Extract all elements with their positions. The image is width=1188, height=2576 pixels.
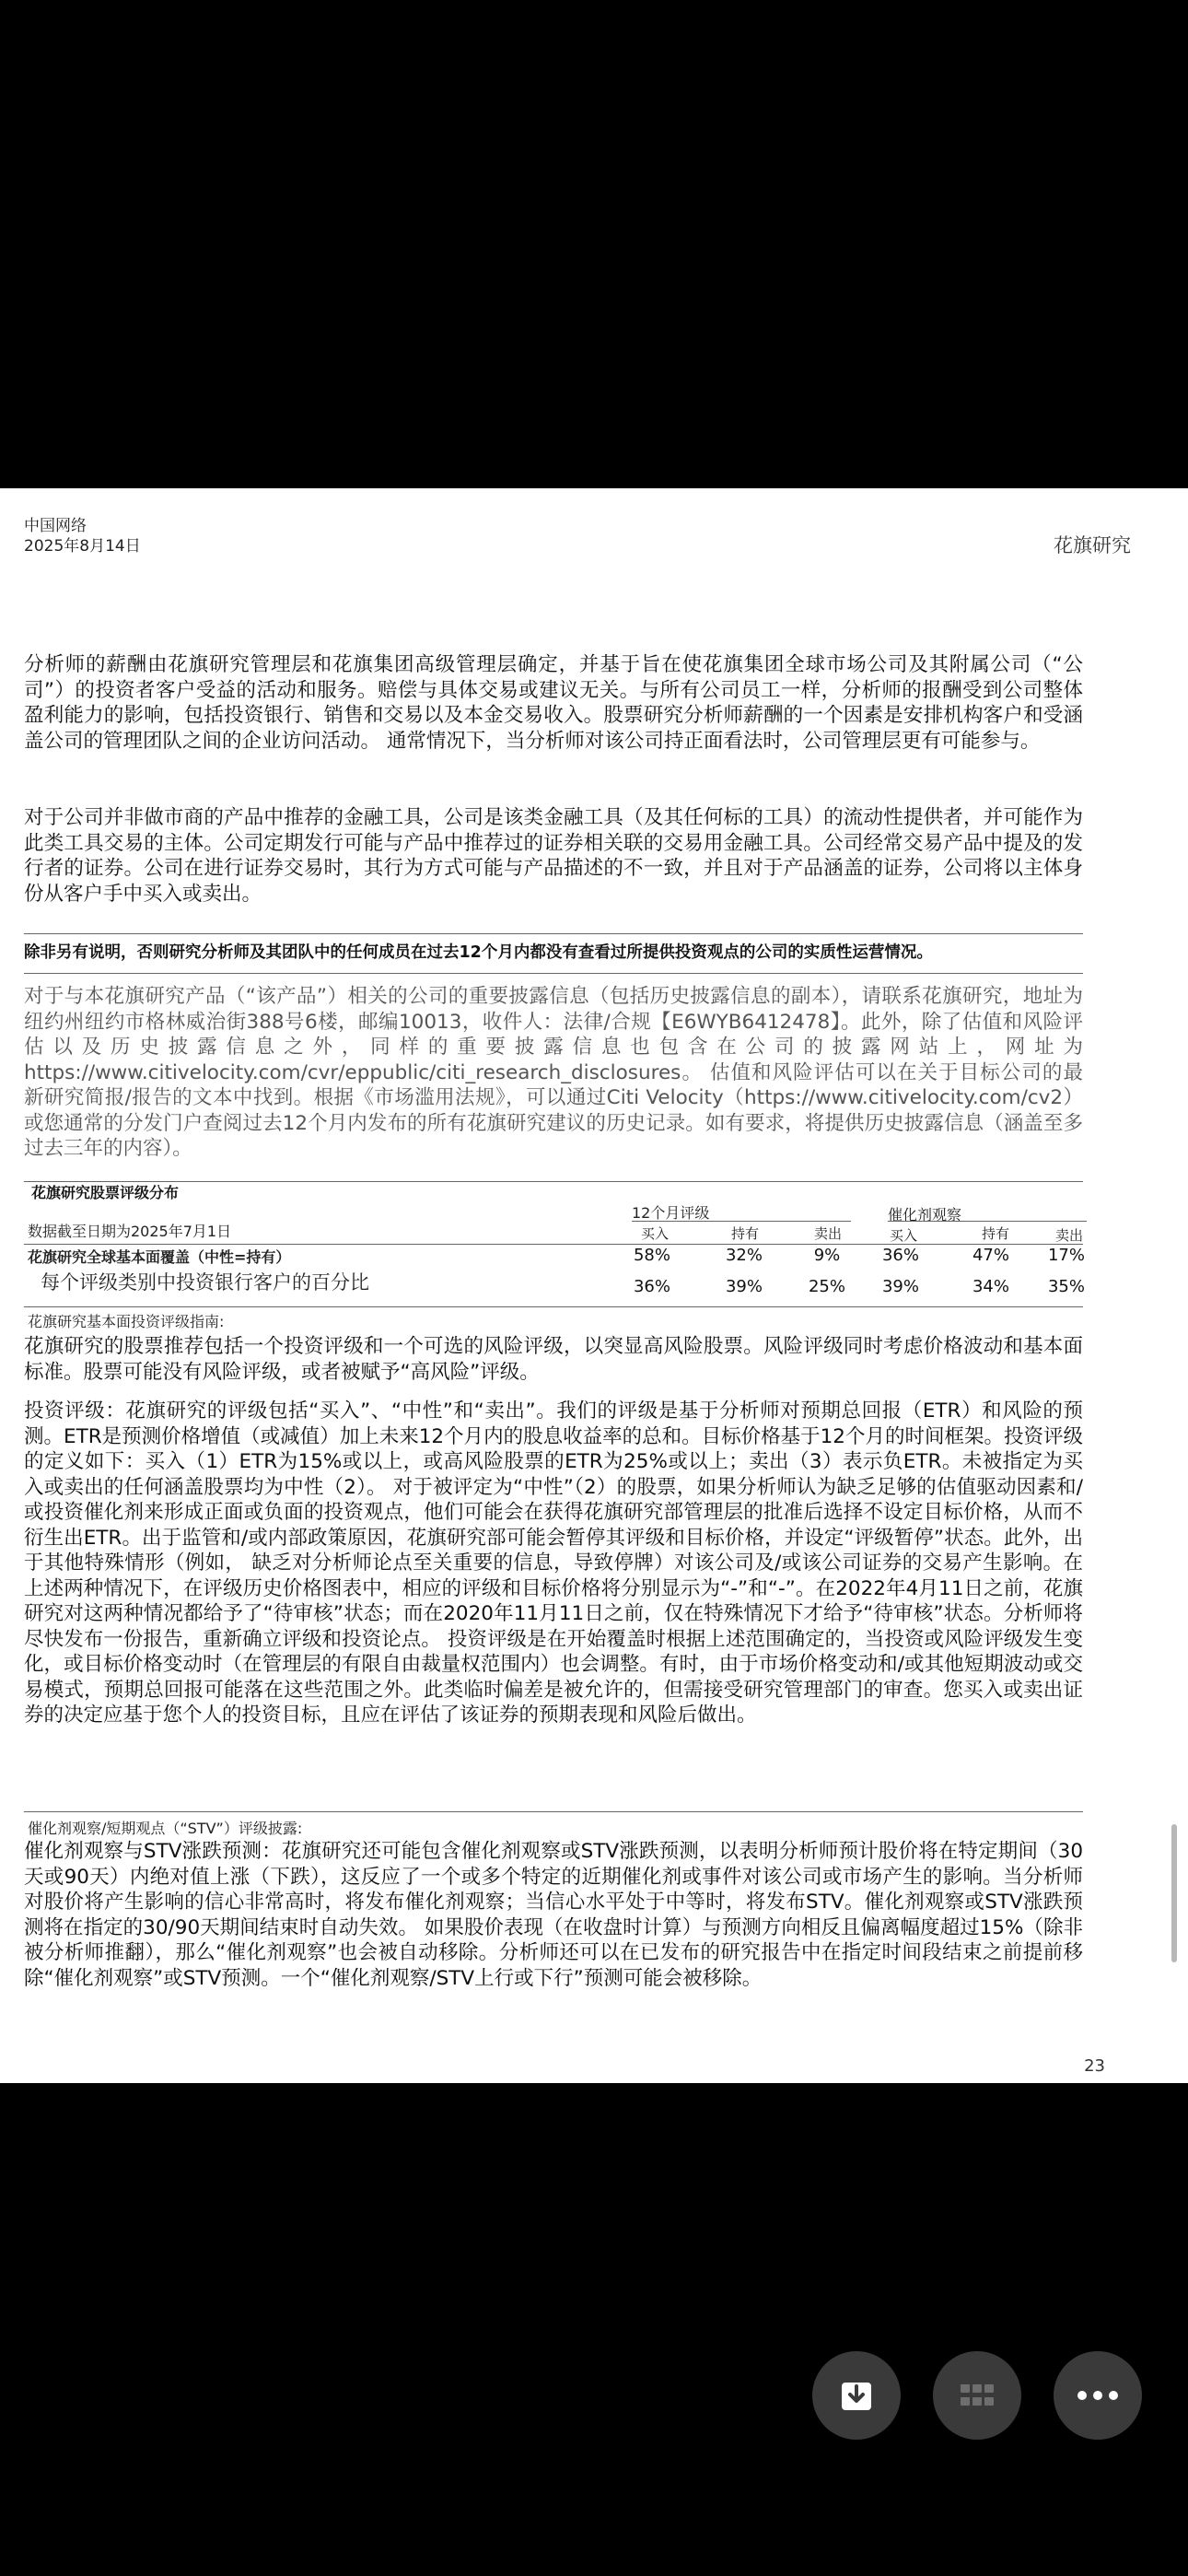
- table-group-12m: 12个月评级: [632, 1204, 710, 1222]
- table-cell: 34%: [972, 1277, 1009, 1296]
- divider: [24, 933, 1083, 934]
- table-cell: 36%: [633, 1277, 670, 1296]
- header-left: [24, 516, 141, 556]
- divider: [24, 1811, 1083, 1812]
- table-cell: 58%: [633, 1246, 670, 1265]
- table-header: 买入: [890, 1227, 918, 1244]
- section-title-stv: 催化剂观察/短期观点（“STV”）评级披露:: [28, 1820, 303, 1837]
- divider: [24, 1244, 1083, 1245]
- divider: [24, 973, 1083, 974]
- divider: [24, 1181, 1083, 1182]
- paragraph-site-visits: 除非另有说明，否则研究分析师及其团队中的任何成员在过去12个月内都没有查看过所提供投资观点的公司的实质性运营情况。: [24, 943, 933, 962]
- more-button[interactable]: [1054, 2351, 1142, 2440]
- more-icon: [1075, 2386, 1121, 2405]
- table-header: 卖出: [814, 1225, 843, 1242]
- table-header: 买入: [641, 1225, 670, 1242]
- paragraph-investment-rating: 投资评级：花旗研究的评级包括“买入”、“中性”和“卖出”。我们的评级是基于分析师对预期总回报（ETR）和风险的预测。ETR是预测价格增值（或减值）加上未来12个月内的股息收益率的总和。目标价格基于12个月的时间框架。投资评级的定义如下：买入（1）ETR为15%或以上，或高风险股票的ETR为25%或以上；卖出（3）表示负ETR。未被指定为买入或卖出的任何涵盖股票均为中性（2）。 对于被评定为“中性”（2）的股票，如果分析师认为缺乏足够的估值驱动因素和/或投资催化剂来形成正面或负面的投资观点，他们可能会在获得花旗研究部管理层的批准后选择不设定目标价格，从而不衍生出ETR。出于监管和/或内部政策原因，花旗研究部可能会暂停其评级和目标价格，并设定“评级暂停”状态。此外，出于其他特殊情形（例如， 缺乏对分析师论点至关重要的信息，导致停牌）对该公司及/或该公司证券的交易产生影响。在上述两种情况下，在评级历史价格图表中，相应的评级和目标价格将分别显示为“-”和“-”。在2022年4月11日之前，花旗研究对这两种情况都给予了“待审核”状态；而在2020年11月11日之前，仅在特殊情况下才给予“待审核”状态。分析师将尽快发布一份报告，重新确立评级和投资论点。 投资评级是在开始覆盖时根据上述范围确定的，当投资或风险评级发生变化，或目标价格变动时（在管理层的有限自由裁量权范围内）也会调整。有时，由于市场价格变动和/或其他短期波动或交易模式，预期总回报可能落在这些范围之外。此类临时偏差是被允许的，但需接受研究管理部门的审查。您买入或卖出证券的决定应基于您个人的投资目标，且应在评估了该证券的预期表现和风险后做出。: [24, 1399, 1083, 1727]
- table-cell: 39%: [881, 1277, 919, 1296]
- page-number: 23: [1084, 2056, 1105, 2076]
- header-region: 中国网络: [24, 517, 87, 535]
- table-header: 持有: [982, 1225, 1010, 1242]
- table-cell: 25%: [808, 1277, 845, 1296]
- grid-icon: [957, 2375, 997, 2416]
- download-icon: [836, 2375, 877, 2416]
- table-cell: 47%: [972, 1246, 1009, 1265]
- document-page: [0, 488, 1188, 2083]
- divider: [888, 1221, 1087, 1222]
- table-group-catalyst: 催化剂观察: [888, 1206, 962, 1224]
- header-brand: 花旗研究: [1054, 534, 1131, 556]
- download-button[interactable]: [812, 2351, 901, 2440]
- table-cell: 17%: [1047, 1246, 1085, 1265]
- paragraph-catalyst-watch: 催化剂观察与STV涨跌预测：花旗研究还可能包含催化剂观察或STV涨跌预测，以表明分析师预计股价将在特定期间（30天或90天）内绝对值上涨（下跌），这反应了一个或多个特定的近期催化剂或事件对该公司或市场产生的影响。当分析师对股价将产生影响的信心非常高时，将发布催化剂观察；当信心水平处于中等时，将发布STV。催化剂观察或STV涨跌预测将在指定的30/90天期间结束时自动失效。 如果股价表现（在收盘时计算）与预测方向相反且偏离幅度超过15%（除非被分析师推翻），那么“催化剂观察”也会被自动移除。分析师还可以在已发布的研究报告中在指定时间段结束之前提前移除“催化剂观察”或STV预测。一个“催化剂观察/STV上行或下行”预测可能会被移除。: [24, 1840, 1083, 1990]
- paragraph-compensation: 分析师的薪酬由花旗研究管理层和花旗集团高级管理层确定，并基于旨在使花旗集团全球市场公司及其附属公司（“公司”）的投资者客户受益的活动和服务。赔偿与具体交易或建议无关。与所有公司员工一样，分析师的报酬受到公司整体盈利能力的影响，包括投资银行、销售和交易以及本金交易收入。股票研究分析师薪酬的一个因素是安排机构客户和受涵盖公司的管理团队之间的企业访问活动。 通常情况下，当分析师对该公司持正面看法时，公司管理层更有可能参与。: [24, 653, 1083, 753]
- table-row-label: 花旗研究全球基本面覆盖（中性=持有）: [28, 1248, 291, 1266]
- grid-button[interactable]: [933, 2351, 1021, 2440]
- paragraph-disclosures: 对于与本花旗研究产品（“该产品”）相关的公司的重要披露信息（包括历史披露信息的副本），请联系花旗研究，地址为纽约州纽约市格林威治街388号6楼，邮编10013，收件人：法律/合规【E6WYB6412478】。此外，除了估值和风险评估以及历史披露信息之外，同样的重要披露信息也包含在公司的披露网站上，网址为https://www.citivelocity.com/cvr/eppublic/citi_research_disclosures。 估值和风险评估可以在关于目标公司的最新研究简报/报告的文本中找到。根据《市场滥用法规》，可以通过Citi Velocity（https://www.citivelocity.com/cv2）或您通常的分发门户查阅过去12个月内发布的所有花旗研究建议的历史记录。如有要求，将提供历史披露信息（涵盖至多过去三年的内容）。: [24, 985, 1083, 1160]
- table-header: 持有: [731, 1225, 760, 1242]
- paragraph-liquidity: 对于公司并非做市商的产品中推荐的金融工具，公司是该类金融工具（及其任何标的工具）的流动性提供者，并可能作为此类工具交易的主体。公司定期发行可能与产品中推荐过的证券相关联的交易用金融工具。公司经常交易产品中提及的发行者的证券。公司在进行证券交易时，其行为方式可能与产品描述的不一致，并且对于产品涵盖的证券，公司将以主体身份从客户手中买入或卖出。: [24, 806, 1083, 906]
- table-cell: 39%: [725, 1277, 763, 1296]
- header-date: 2025年8月14日: [24, 537, 141, 556]
- table-cell: 35%: [1047, 1277, 1085, 1296]
- table-cell: 9%: [813, 1246, 841, 1265]
- table-caption: 花旗研究股票评级分布: [31, 1184, 180, 1201]
- divider: [24, 1306, 1083, 1307]
- divider: [632, 1221, 851, 1222]
- table-cell: 32%: [725, 1246, 763, 1265]
- scrollbar[interactable]: [1171, 1824, 1177, 1962]
- table-cell: 36%: [881, 1246, 919, 1265]
- section-title-guide: 花旗研究基本面投资评级指南:: [28, 1313, 225, 1330]
- paragraph-stock-recommendation: 花旗研究的股票推荐包括一个投资评级和一个可选的风险评级，以突显高风险股票。风险评级同时考虑价格波动和基本面标准。股票可能没有风险评级，或者被赋予“高风险”评级。: [24, 1335, 1083, 1384]
- table-date-note: 数据截至日期为2025年7月1日: [28, 1223, 232, 1240]
- table-row-label: 每个评级类别中投资银行客户的百分比: [41, 1271, 369, 1294]
- table-header: 卖出: [1055, 1227, 1084, 1244]
